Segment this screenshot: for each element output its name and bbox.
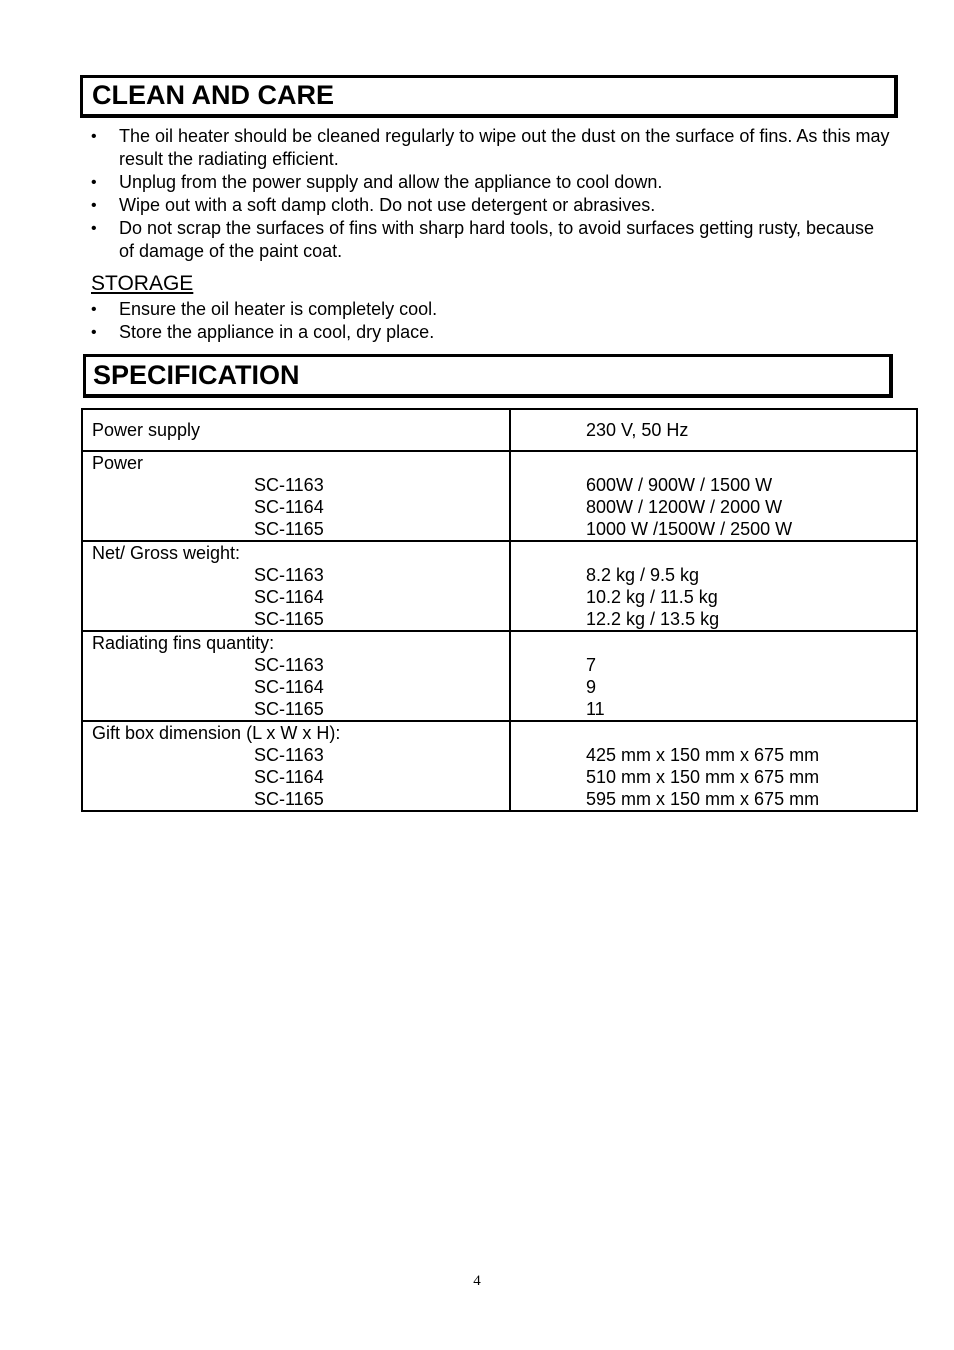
- spec-label-cell: [82, 451, 510, 541]
- spec-value: 510 mm x 150 mm x 675 mm: [586, 767, 820, 787]
- model-name: SC-1165: [254, 789, 324, 809]
- spec-value: 425 mm x 150 mm x 675 mm: [586, 745, 820, 765]
- spec-value: 12.2 kg / 13.5 kg: [586, 609, 720, 629]
- list-item: • Unplug from the power supply and allow the appliance to cool down.: [91, 171, 891, 194]
- spec-group-label: Radiating fins quantity:: [92, 633, 275, 653]
- model-name: SC-1164: [254, 587, 324, 607]
- list-item: • Store the appliance in a cool, dry place.: [91, 321, 891, 344]
- spec-value: 11: [586, 699, 605, 719]
- spec-value-cell: [510, 721, 917, 811]
- spec-label-cell: [82, 631, 510, 721]
- clean-and-care-heading: CLEAN AND CARE: [80, 75, 898, 118]
- spec-group-label: Gift box dimension (L x W x H):: [92, 723, 341, 743]
- spec-value-cell: [510, 541, 917, 631]
- table-row: [82, 451, 917, 541]
- spec-label-cell: [82, 541, 510, 631]
- spec-group-label: Net/ Gross weight:: [92, 543, 241, 563]
- spec-value: 600W / 900W / 1500 W: [586, 475, 773, 495]
- clean-care-list: [91, 125, 891, 263]
- list-item: • Ensure the oil heater is completely cool.: [91, 298, 891, 321]
- list-item: • Do not scrap the surfaces of fins with sharp hard tools, to avoid surfaces getting rusty, because of damage of the paint coat.: [91, 217, 891, 263]
- list-item: • Wipe out with a soft damp cloth. Do not use detergent or abrasives.: [91, 194, 891, 217]
- specification-table: [81, 408, 918, 812]
- spec-value-cell: [510, 631, 917, 721]
- table-row: [82, 631, 917, 721]
- model-name: SC-1164: [254, 767, 324, 787]
- model-name: SC-1163: [254, 745, 324, 765]
- model-name: SC-1163: [254, 565, 324, 585]
- spec-value: 595 mm x 150 mm x 675 mm: [586, 789, 820, 809]
- spec-label-cell: [82, 721, 510, 811]
- model-name: SC-1164: [254, 677, 324, 697]
- spec-value: 1000 W /1500W / 2500 W: [586, 519, 793, 539]
- storage-list: [91, 298, 891, 344]
- storage-heading: STORAGE: [91, 272, 194, 295]
- spec-value: 7: [586, 655, 597, 675]
- table-row: [82, 541, 917, 631]
- power-supply-value: 230 V, 50 Hz: [510, 409, 917, 451]
- spec-value: 10.2 kg / 11.5 kg: [586, 587, 718, 607]
- spec-value-cell: [510, 451, 917, 541]
- spec-value: 800W / 1200W / 2000 W: [586, 497, 783, 517]
- spec-value: 8.2 kg / 9.5 kg: [586, 565, 700, 585]
- model-name: SC-1164: [254, 497, 324, 517]
- page-number: 4: [473, 1273, 481, 1289]
- model-name: SC-1165: [254, 699, 324, 719]
- model-name: SC-1165: [254, 609, 324, 629]
- specification-heading: SPECIFICATION: [83, 354, 893, 398]
- table-row: [82, 721, 917, 811]
- list-item: • The oil heater should be cleaned regularly to wipe out the dust on the surface of fins. As this may result the radiating efficient.: [91, 125, 891, 171]
- model-name: SC-1165: [254, 519, 324, 539]
- table-row: [82, 409, 917, 451]
- model-name: SC-1163: [254, 475, 324, 495]
- power-supply-label: Power supply: [82, 409, 510, 451]
- spec-value: 9: [586, 677, 597, 697]
- spec-group-label: Power: [92, 453, 144, 473]
- model-name: SC-1163: [254, 655, 324, 675]
